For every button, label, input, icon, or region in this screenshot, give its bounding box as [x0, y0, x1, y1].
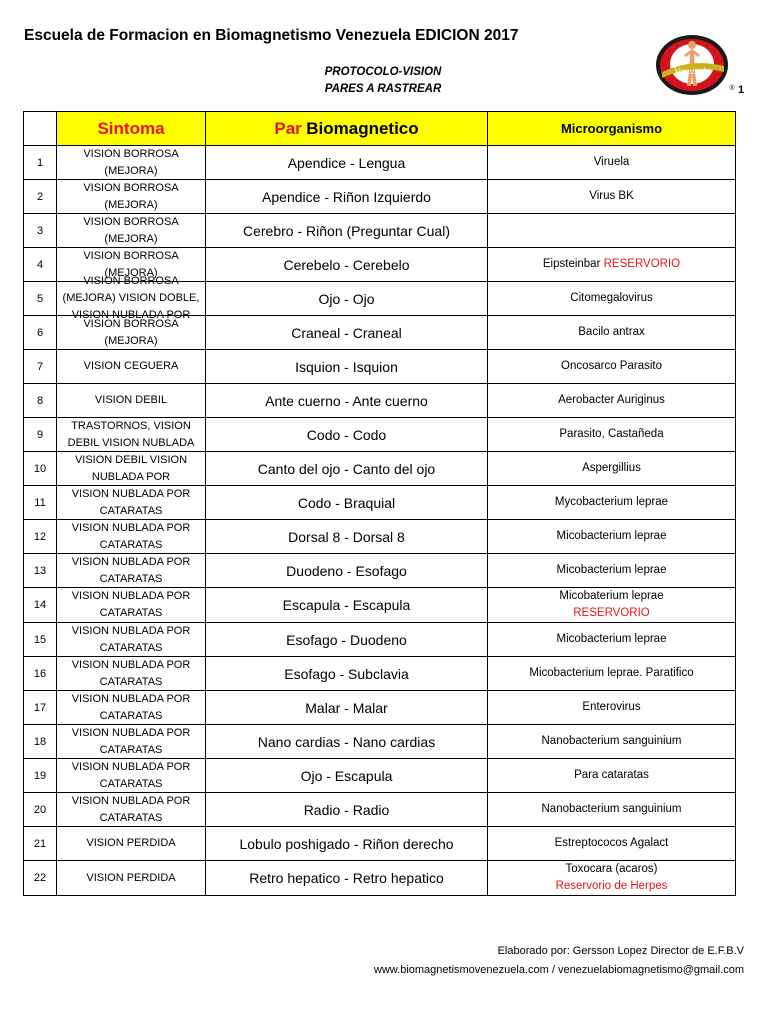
- row-microorganismo: [488, 180, 736, 214]
- row-number: 17: [24, 691, 57, 725]
- row-par: Esofago - Duodeno: [206, 623, 488, 657]
- micro-name: Oncosarco Parasito: [561, 360, 662, 372]
- row-par: Dorsal 8 - Dorsal 8: [206, 520, 488, 554]
- row-number: 5: [24, 282, 57, 316]
- row-sintoma: TRASTORNOS, VISION DEBIL VISION NUBLADA: [57, 418, 206, 452]
- row-microorganismo: [488, 452, 736, 486]
- row-sintoma: VISION NUBLADA POR CATARATAS: [57, 623, 206, 657]
- row-microorganismo: [488, 554, 736, 588]
- row-number: 20: [24, 793, 57, 827]
- row-par: Cerebro - Riñon (Preguntar Cual): [206, 214, 488, 248]
- row-par: Craneal - Craneal: [206, 316, 488, 350]
- row-par: Esofago - Subclavia: [206, 657, 488, 691]
- row-microorganismo: [488, 588, 736, 623]
- table-row: [24, 657, 736, 691]
- header-number: [24, 112, 57, 146]
- row-sintoma: VISION NUBLADA POR CATARATAS: [57, 588, 206, 623]
- row-number: 10: [24, 452, 57, 486]
- row-microorganismo: [488, 146, 736, 180]
- contact-links: www.biomagnetismovenezuela.com / venezuelabiomagnetismo@gmail.com: [373, 964, 744, 976]
- micro-name: Nanobacterium sanguinium: [541, 803, 682, 815]
- micro-name: Virus BK: [589, 190, 634, 202]
- row-microorganismo: [488, 384, 736, 418]
- table-row: [24, 725, 736, 759]
- row-par: Codo - Codo: [206, 418, 488, 452]
- row-sintoma: VISION BORROSA (MEJORA) VISION DOBLE, VISION NUBLADA POR: [57, 282, 206, 316]
- micro-name: Micobacterium leprae. Paratifico: [529, 667, 694, 679]
- table-row: [24, 588, 736, 623]
- row-microorganismo: [488, 316, 736, 350]
- table-row: [24, 623, 736, 657]
- row-microorganismo: [488, 248, 736, 282]
- row-microorganismo: [488, 282, 736, 316]
- row-par: Ojo - Escapula: [206, 759, 488, 793]
- row-microorganismo: [488, 486, 736, 520]
- row-sintoma: VISION NUBLADA POR CATARATAS: [57, 725, 206, 759]
- row-sintoma: VISION CEGUERA: [57, 350, 206, 384]
- table-row: [24, 861, 736, 896]
- micro-name: Nanobacterium sanguinium: [541, 735, 682, 747]
- table-row: [24, 691, 736, 725]
- pairs-subtitle: PARES A RASTREAR: [324, 83, 442, 95]
- micro-name: Micobacterium leprae: [556, 633, 667, 645]
- table-row: [24, 350, 736, 384]
- row-number: 12: [24, 520, 57, 554]
- micro-name: Aerobacter Auriginus: [558, 394, 665, 406]
- row-number: 19: [24, 759, 57, 793]
- row-par: Apendice - Lengua: [206, 146, 488, 180]
- row-number: 21: [24, 827, 57, 861]
- row-number: 22: [24, 861, 57, 896]
- row-sintoma: VISION NUBLADA POR CATARATAS: [57, 554, 206, 588]
- table-row: [24, 384, 736, 418]
- row-number: 4: [24, 248, 57, 282]
- row-par: Retro hepatico - Retro hepatico: [206, 861, 488, 896]
- row-microorganismo: [488, 691, 736, 725]
- row-number: 16: [24, 657, 57, 691]
- row-microorganismo: [488, 657, 736, 691]
- row-par: Nano cardias - Nano cardias: [206, 725, 488, 759]
- table-row: [24, 146, 736, 180]
- row-number: 8: [24, 384, 57, 418]
- row-number: 2: [24, 180, 57, 214]
- row-microorganismo: [488, 214, 736, 248]
- row-sintoma: VISION BORROSA (MEJORA): [57, 316, 206, 350]
- table-row: [24, 486, 736, 520]
- row-par: Ojo - Ojo: [206, 282, 488, 316]
- table-row: [24, 214, 736, 248]
- page-number: 1: [738, 84, 745, 96]
- micro-name: Bacilo antrax: [578, 326, 645, 338]
- logo-text: Venezuela: [674, 66, 710, 76]
- table-row: [24, 520, 736, 554]
- row-sintoma: VISION BORROSA (MEJORA): [57, 180, 206, 214]
- micro-name: Estreptococos Agalact: [554, 837, 669, 849]
- row-sintoma: VISION NUBLADA POR CATARATAS: [57, 759, 206, 793]
- row-microorganismo: [488, 759, 736, 793]
- row-microorganismo: [488, 418, 736, 452]
- row-sintoma: VISION PERDIDA: [57, 861, 206, 896]
- row-microorganismo: [488, 623, 736, 657]
- registered-mark: ®: [729, 85, 735, 92]
- row-number: 3: [24, 214, 57, 248]
- row-sintoma: VISION BORROSA (MEJORA): [57, 248, 206, 282]
- row-par: Lobulo poshigado - Riñon derecho: [206, 827, 488, 861]
- row-par: Apendice - Riñon Izquierdo: [206, 180, 488, 214]
- row-microorganismo: [488, 793, 736, 827]
- row-par: Ante cuerno - Ante cuerno: [206, 384, 488, 418]
- micro-name: Citomegalovirus: [570, 292, 653, 304]
- row-microorganismo: [488, 520, 736, 554]
- table-row: [24, 418, 736, 452]
- table-row: [24, 316, 736, 350]
- micro-name: Eipsteinbar: [542, 258, 601, 270]
- row-sintoma: VISION DEBIL VISION NUBLADA POR: [57, 452, 206, 486]
- table-row: [24, 793, 736, 827]
- header-par-biomagnetico: Par Biomagnetico: [206, 112, 488, 146]
- row-par: Duodeno - Esofago: [206, 554, 488, 588]
- table-row: [24, 282, 736, 316]
- row-sintoma: VISION PERDIDA: [57, 827, 206, 861]
- row-sintoma: VISION DEBIL: [57, 384, 206, 418]
- document-title: Escuela de Formacion en Biomagnetismo Venezuela EDICION 2017: [24, 27, 519, 44]
- row-sintoma: VISION NUBLADA POR CATARATAS: [57, 520, 206, 554]
- protocol-subtitle: PROTOCOLO-VISION: [324, 66, 442, 78]
- author-credit: Elaborado por: Gersson Lopez Director de E.F.B.V: [497, 945, 744, 957]
- table-row: [24, 759, 736, 793]
- micro-name: Enterovirus: [582, 701, 641, 713]
- school-logo: [652, 28, 738, 98]
- row-par: Cerebelo - Cerebelo: [206, 248, 488, 282]
- row-number: 6: [24, 316, 57, 350]
- row-par: Escapula - Escapula: [206, 588, 488, 623]
- micro-name: Mycobacterium leprae: [554, 496, 669, 508]
- row-par: Malar - Malar: [206, 691, 488, 725]
- table-row: [24, 180, 736, 214]
- header-sintoma: Sintoma: [57, 112, 206, 146]
- row-microorganismo: [488, 861, 736, 896]
- row-microorganismo: [488, 827, 736, 861]
- table-row: [24, 827, 736, 861]
- row-microorganismo: [488, 725, 736, 759]
- table-header-row: [24, 112, 736, 146]
- row-number: 7: [24, 350, 57, 384]
- micro-name: Para cataratas: [574, 769, 649, 781]
- reservorio-note: RESERVORIO: [603, 258, 681, 270]
- row-par: Canto del ojo - Canto del ojo: [206, 452, 488, 486]
- micro-name: Micobacterium leprae: [556, 564, 667, 576]
- row-sintoma: VISION NUBLADA POR CATARATAS: [57, 657, 206, 691]
- reservorio-note: Reservorio de Herpes: [555, 880, 668, 892]
- pairs-table: [23, 111, 736, 896]
- table-row: [24, 554, 736, 588]
- row-par: Codo - Braquial: [206, 486, 488, 520]
- row-sintoma: VISION NUBLADA POR CATARATAS: [57, 793, 206, 827]
- reservorio-note: RESERVORIO: [573, 607, 650, 619]
- row-microorganismo: [488, 350, 736, 384]
- micro-name: Parasito, Castañeda: [559, 428, 664, 440]
- row-number: 15: [24, 623, 57, 657]
- row-sintoma: VISION BORROSA (MEJORA): [57, 214, 206, 248]
- row-number: 18: [24, 725, 57, 759]
- header-microorganismo: Microorganismo: [488, 112, 736, 146]
- table-row: [24, 452, 736, 486]
- row-number: 11: [24, 486, 57, 520]
- row-number: 1: [24, 146, 57, 180]
- micro-name: Viruela: [593, 156, 630, 168]
- micro-name: Micobacterium leprae: [556, 530, 667, 542]
- row-par: Isquion - Isquion: [206, 350, 488, 384]
- row-sintoma: VISION BORROSA (MEJORA): [57, 146, 206, 180]
- micro-name: Micobaterium leprae: [559, 590, 664, 602]
- row-number: 13: [24, 554, 57, 588]
- row-sintoma: VISION NUBLADA POR CATARATAS: [57, 486, 206, 520]
- row-number: 9: [24, 418, 57, 452]
- row-par: Radio - Radio: [206, 793, 488, 827]
- row-number: 14: [24, 588, 57, 623]
- row-sintoma: VISION NUBLADA POR CATARATAS: [57, 691, 206, 725]
- micro-name: Aspergillius: [582, 462, 641, 474]
- micro-name: Toxocara (acaros): [565, 863, 658, 875]
